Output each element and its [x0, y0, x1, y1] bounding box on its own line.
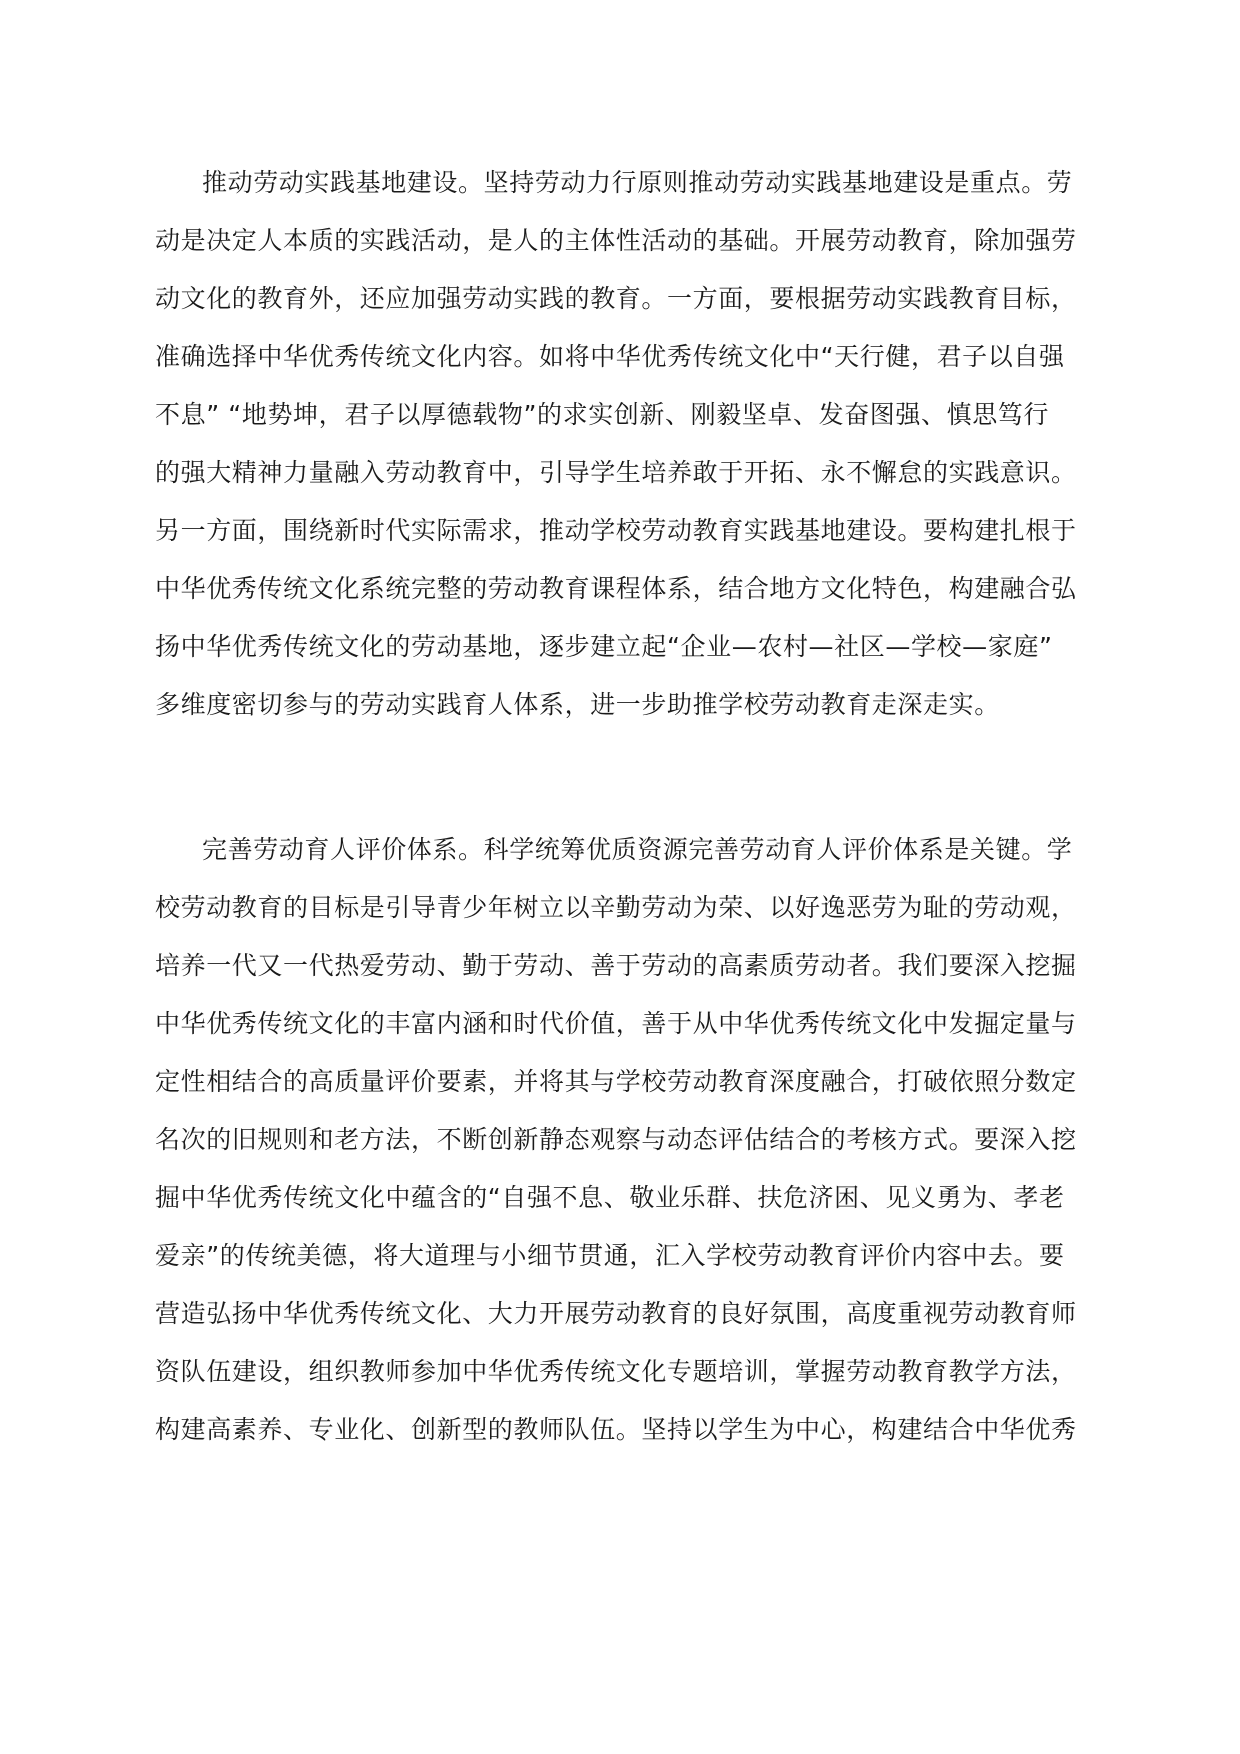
paragraph-line: 不息” “地势坤，君子以厚德载物”的求实创新、刚毅坚卓、发奋图强、慎思笃行 — [155, 400, 1050, 429]
paragraph-line: 的强大精神力量融入劳动教育中，引导学生培养敢于开拓、永不懈怠的实践意识。 — [155, 458, 1077, 487]
paragraph-line: 定性相结合的高质量评价要素，并将其与学校劳动教育深度融合，打破依照分数定 — [155, 1067, 1077, 1096]
paragraph-line: 多维度密切参与的劳动实践育人体系，进一步助推学校劳动教育走深走实。 — [155, 690, 1000, 719]
paragraph-line: 动是决定人本质的实践活动，是人的主体性活动的基础。开展劳动教育，除加强劳 — [155, 226, 1077, 255]
paragraph-line: 资队伍建设，组织教师参加中华优秀传统文化专题培训，掌握劳动教育教学方法， — [155, 1357, 1077, 1386]
paragraph-line: 爱亲”的传统美德，将大道理与小细节贯通，汇入学校劳动教育评价内容中去。要 — [155, 1241, 1065, 1270]
paragraph-line: 准确选择中华优秀传统文化内容。如将中华优秀传统文化中“天行健，君子以自强 — [155, 342, 1065, 371]
paragraph-line: 推动劳动实践基地建设。坚持劳动力行原则推动劳动实践基地建设是重点。劳 — [202, 168, 1073, 197]
paragraph-line: 名次的旧规则和老方法，不断创新静态观察与动态评估结合的考核方式。要深入挖 — [155, 1125, 1077, 1154]
paragraph-line: 中华优秀传统文化的丰富内涵和时代价值，善于从中华优秀传统文化中发掘定量与 — [155, 1009, 1077, 1038]
paragraph-line: 动文化的教育外，还应加强劳动实践的教育。一方面，要根据劳动实践教育目标， — [155, 284, 1077, 313]
paragraph-line: 扬中华优秀传统文化的劳动基地，逐步建立起“企业—农村—社区—学校—家庭” — [155, 632, 1053, 661]
paragraph-line: 掘中华优秀传统文化中蕴含的“自强不息、敬业乐群、扶危济困、见义勇为、孝老 — [155, 1183, 1065, 1212]
paragraph-line: 完善劳动育人评价体系。科学统筹优质资源完善劳动育人评价体系是关键。学 — [202, 835, 1073, 864]
paragraph-line: 构建高素养、专业化、创新型的教师队伍。坚持以学生为中心，构建结合中华优秀 — [155, 1415, 1077, 1444]
paragraph-line: 培养一代又一代热爱劳动、勤于劳动、善于劳动的高素质劳动者。我们要深入挖掘 — [155, 951, 1077, 980]
paragraph-line: 校劳动教育的目标是引导青少年树立以辛勤劳动为荣、以好逸恶劳为耻的劳动观， — [155, 893, 1077, 922]
paragraph-line: 营造弘扬中华优秀传统文化、大力开展劳动教育的良好氛围，高度重视劳动教育师 — [155, 1299, 1077, 1328]
paragraph-line: 另一方面，围绕新时代实际需求，推动学校劳动教育实践基地建设。要构建扎根于 — [155, 516, 1077, 545]
paragraph-line: 中华优秀传统文化系统完整的劳动教育课程体系，结合地方文化特色，构建融合弘 — [155, 574, 1077, 603]
